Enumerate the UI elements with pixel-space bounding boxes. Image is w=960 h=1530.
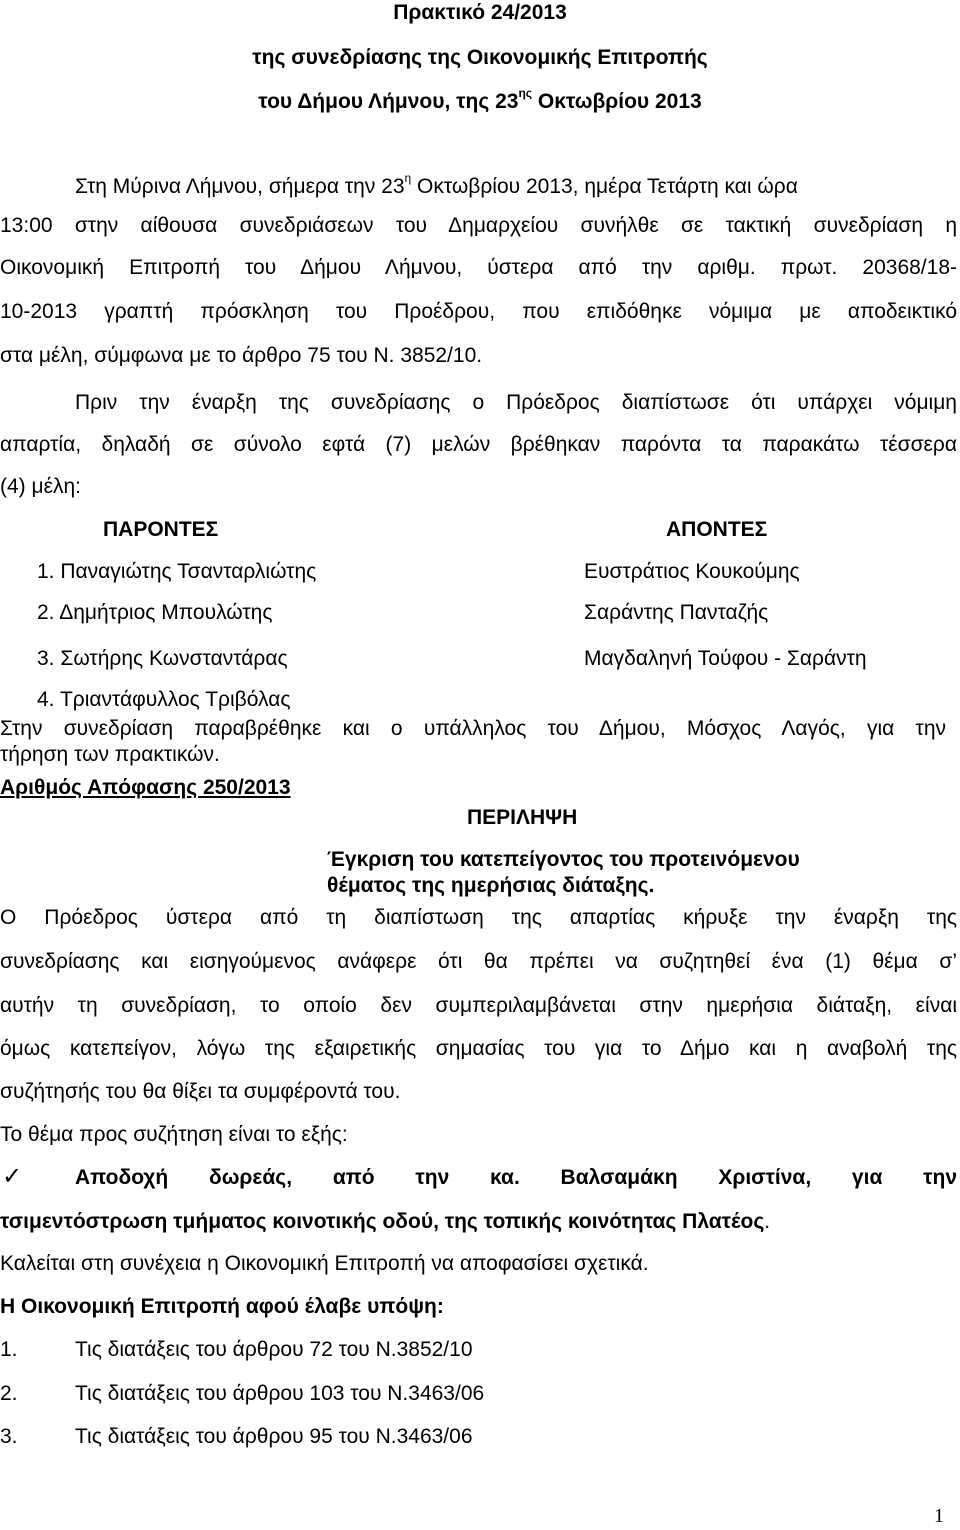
consideration-text: Τις διατάξεις του άρθρου 95 του Ν.3463/06 [75,1425,473,1448]
intro-line-4: 10-2013 γραπτή πρόσκληση του Προέδρου, που επιδόθηκε νόμιμα με αποδεικτικό [0,300,957,323]
consideration-number: 1. [0,1338,18,1361]
page-number: 1 [934,1505,944,1527]
considering-heading: Η Οικονομική Επιτροπή αφού έλαβε υπόψη: [0,1295,444,1318]
intro-line-5: στα μέλη, σύμφωνα με το άρθρο 75 του Ν. 3852/10. [0,344,483,367]
intro-line-3: Οικονομική Επιτροπή του Δήμου Λήμνου, ύστερα από την αριθμ. πρωτ. 20368/18- [0,256,957,279]
present-member: 2. Δημήτριος Μπουλώτης [37,601,273,624]
body-line-2: συνεδρίασης και εισηγούμενος ανάφερε ότι θα πρέπει να συζητηθεί ένα (1) θέμα σ’ [0,950,957,973]
summary-line-1: Έγκριση του κατεπείγοντος του προτεινόμενου [327,848,800,871]
consideration-text: Τις διατάξεις του άρθρου 103 του Ν.3463/06 [75,1382,485,1405]
absent-heading: ΑΠΟΝΤΕΣ [666,518,768,541]
present-member: 4. Τριαντάφυλλος Τριβόλας [37,688,291,711]
decision-number: Αριθμός Απόφασης 250/2013 [0,776,291,799]
absent-member: Σαράντης Πανταζής [584,601,769,624]
summary-heading: ΠΕΡΙΛΗΨΗ [467,806,578,829]
topic-line-1: Αποδοχή δωρεάς, από την κα. Βαλσαμάκη Χριστίνα, για την [75,1166,957,1189]
present-heading: ΠΑΡΟΝΤΕΣ [103,518,219,541]
absent-member: Ευστράτιος Κουκούμης [584,560,800,583]
quorum-line-2: απαρτία, δηλαδή σε σύνολο εφτά (7) μελών βρέθηκαν παρόντα τα παρακάτω τέσσερα [0,433,957,456]
body-line-4: όμως κατεπείγον, λόγω της εξαιρετικής σημασίας του για το Δήμο και η αναβολή της [0,1037,957,1060]
clerk-line-2: τήρηση των πρακτικών. [0,743,220,766]
call-to-decide: Καλείται στη συνέχεια η Οικονομική Επιτροπή να αποφασίσει σχετικά. [0,1252,649,1275]
clerk-line-1: Στην συνεδρίαση παραβρέθηκε και ο υπάλληλος του Δήμου, Μόσχος Λαγός, για την [0,717,946,740]
quorum-line-3: (4) μέλη: [0,475,81,498]
absent-member: Μαγδαληνή Τούφου - Σαράντη [584,647,867,670]
quorum-line-1: Πριν την έναρξη της συνεδρίασης ο Πρόεδρος διαπίστωσε ότι υπάρχει νόμιμη [75,391,957,414]
body-line-1: Ο Πρόεδρος ύστερα από τη διαπίστωση της απαρτίας κήρυξε την έναρξη της [0,906,957,929]
topic-intro: Το θέμα προς συζήτηση είναι το εξής: [0,1123,348,1146]
intro-line-1: Στη Μύρινα Λήμνου, σήμερα την $23^\eta$ Οκτωβρίου 2013, ημέρα Τετάρτη και ώρα [75,171,798,198]
date-subtitle: του Δήμου Λήμνου, της $23^{\eta\varsigma}$ Οκτωβρίου 2013 [258,86,702,113]
consideration-text: Τις διατάξεις του άρθρου 72 του Ν.3852/10 [75,1338,473,1361]
present-member: 3. Σωτήρης Κωνσταντάρας [37,647,288,670]
minutes-title: Πρακτικό 24/2013 [393,1,567,24]
consideration-number: 3. [0,1425,18,1448]
summary-line-2: θέματος της ημερήσιας διάταξης. [327,874,655,897]
topic-line-2: τσιμεντόστρωση τμήματος κοινοτικής οδού, της τοπικής κοινότητας Πλατέος. [0,1210,771,1233]
body-line-3: αυτήν τη συνεδρίαση, το οποίο δεν συμπεριλαμβάνεται στην ημερήσια διάταξη, είναι [0,994,957,1017]
checkmark-icon: ✓ [2,1163,23,1190]
present-member: 1. Παναγιώτης Τσανταρλιώτης [37,560,317,583]
consideration-number: 2. [0,1382,18,1405]
body-line-5: συζήτησής του θα θίξει τα συμφέροντά του. [0,1080,401,1103]
committee-subtitle: της συνεδρίασης της Οικονομικής Επιτροπής [252,46,708,69]
intro-line-2: 13:00 στην αίθουσα συνεδριάσεων του Δημαρχείου συνήλθε σε τακτική συνεδρίαση η [0,214,957,237]
